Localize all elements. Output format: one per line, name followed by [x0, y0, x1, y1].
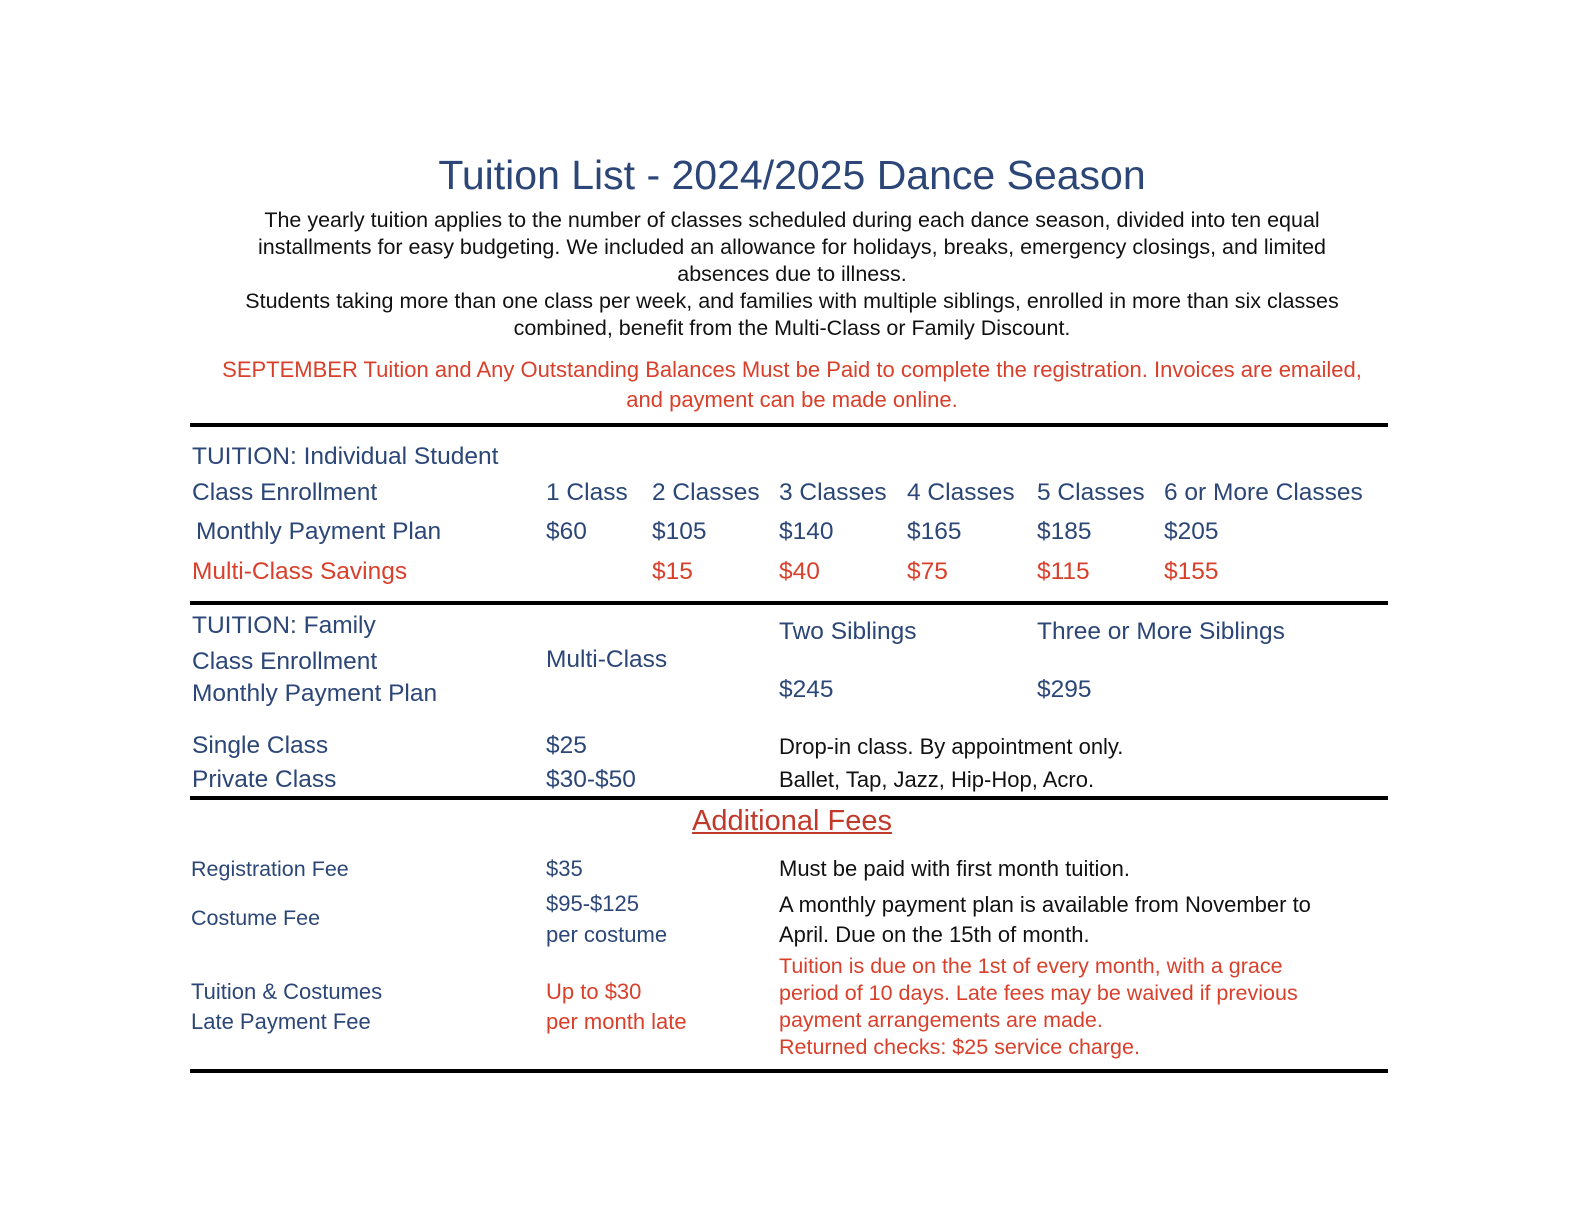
registration-fee-price: $35 [546, 856, 583, 881]
savings-3-classes: $40 [779, 558, 820, 585]
notice-line-1: SEPTEMBER Tuition and Any Outstanding Balances Must be Paid to complete the registration. Invoices are emailed, [222, 357, 1362, 382]
private-class-label: Private Class [192, 766, 337, 793]
payment-3-classes: $140 [779, 518, 834, 545]
payment-4-classes: $165 [907, 518, 962, 545]
registration-fee-note: Must be paid with first month tuition. [779, 856, 1130, 881]
late-fee-note-1: Tuition is due on the 1st of every month, with a grace [779, 954, 1283, 978]
payment-6-classes: $205 [1164, 518, 1219, 545]
individual-enrollment-label: Class Enrollment [192, 479, 378, 506]
column-5-classes: 5 Classes [1037, 479, 1145, 506]
savings-6-classes: $155 [1164, 558, 1219, 585]
two-siblings-label: Two Siblings [779, 618, 917, 645]
late-fee-note-4: Returned checks: $25 service charge. [779, 1035, 1140, 1059]
three-siblings-price: $295 [1037, 676, 1092, 703]
registration-fee-label: Registration Fee [191, 857, 349, 881]
costume-fee-label: Costume Fee [191, 906, 321, 930]
family-payment-label: Monthly Payment Plan [192, 680, 438, 707]
late-fee-note-3: payment arrangements are made. [779, 1008, 1103, 1032]
intro-line-5: combined, benefit from the Multi-Class or Family Discount. [513, 316, 1071, 340]
divider-top [190, 423, 1388, 427]
column-4-classes: 4 Classes [907, 479, 1015, 506]
intro-line-3: absences due to illness. [677, 262, 907, 286]
late-fee-note-2: period of 10 days. Late fees may be waived if previous [779, 981, 1298, 1005]
savings-4-classes: $75 [907, 558, 948, 585]
savings-5-classes: $115 [1037, 558, 1090, 585]
column-3-classes: 3 Classes [779, 479, 887, 506]
notice-line-2: and payment can be made online. [626, 387, 958, 412]
payment-2-classes: $105 [652, 518, 707, 545]
late-fee-price: Up to $30 [546, 979, 642, 1004]
divider-family [190, 601, 1388, 605]
single-class-label: Single Class [192, 732, 329, 759]
intro-line-2: installments for easy budgeting. We included an allowance for holidays, breaks, emergency closings, and limited [257, 235, 1326, 259]
divider-fees [190, 796, 1388, 800]
intro-line-4: Students taking more than one class per week, and families with multiple siblings, enrolled in more than six classes [245, 289, 1339, 313]
private-class-note: Ballet, Tap, Jazz, Hip-Hop, Acro. [779, 767, 1095, 792]
late-fee-unit: per month late [546, 1009, 687, 1034]
column-2-classes: 2 Classes [652, 479, 760, 506]
late-fee-label-2: Late Payment Fee [191, 1009, 371, 1034]
column-1-class: 1 Class [546, 479, 628, 506]
costume-fee-note-1: A monthly payment plan is available from November to [779, 892, 1311, 917]
payment-1-class: $60 [546, 518, 587, 545]
individual-heading: TUITION: Individual Student [192, 443, 499, 470]
savings-2-classes: $15 [652, 558, 693, 585]
costume-fee-note-2: April. Due on the 15th of month. [779, 922, 1090, 947]
column-6-classes: 6 or More Classes [1164, 479, 1363, 506]
two-siblings-price: $245 [779, 676, 834, 703]
family-multiclass-label: Multi-Class [546, 646, 668, 673]
additional-fees-heading: Additional Fees [692, 805, 892, 837]
page-title: Tuition List - 2024/2025 Dance Season [438, 152, 1146, 198]
divider-bottom [190, 1069, 1388, 1073]
savings-label: Multi-Class Savings [192, 558, 408, 585]
costume-fee-price: $95-$125 [546, 891, 639, 916]
private-class-price: $30-$50 [546, 766, 636, 793]
single-class-note: Drop-in class. By appointment only. [779, 734, 1124, 759]
costume-fee-unit: per costume [546, 922, 668, 947]
individual-payment-label: Monthly Payment Plan [196, 518, 442, 545]
late-fee-label-1: Tuition & Costumes [191, 979, 383, 1004]
family-enrollment-label: Class Enrollment [192, 648, 378, 675]
single-class-price: $25 [546, 732, 587, 759]
intro-line-1: The yearly tuition applies to the number of classes scheduled during each dance season, divided into ten equal [264, 208, 1320, 232]
family-heading: TUITION: Family [192, 612, 376, 639]
payment-5-classes: $185 [1037, 518, 1092, 545]
three-siblings-label: Three or More Siblings [1037, 618, 1285, 645]
